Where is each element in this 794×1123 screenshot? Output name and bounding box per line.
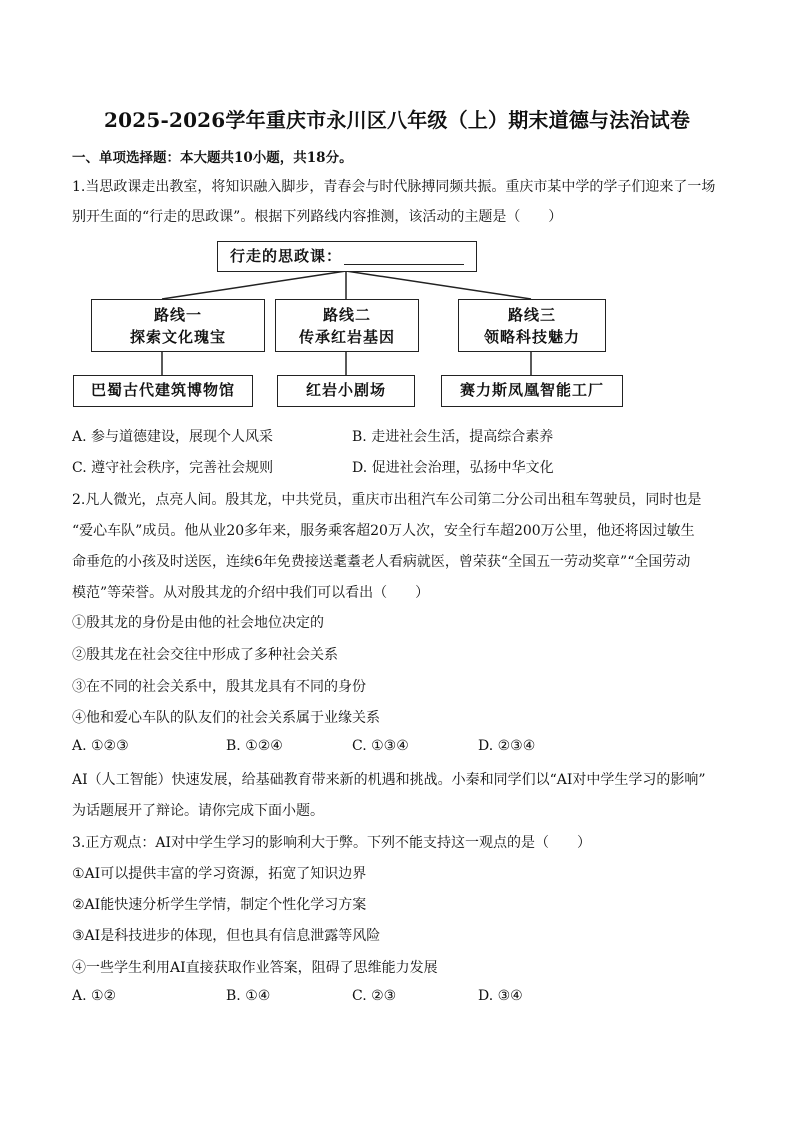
route-2-box	[275, 299, 419, 352]
q2-statement-4: ④他和爱心车队的队友们的社会关系属于业缘关系	[72, 710, 380, 726]
route-1-box	[91, 299, 265, 352]
q3-statement-2: ②AI能快速分析学生学情，制定个性化学习方案	[72, 897, 367, 913]
intro-line2: 为话题展开了辩论。请你完成下面小题。	[72, 803, 324, 819]
q2-option-d: D. ②③④	[478, 738, 536, 754]
q2-stem-line3: 命垂危的小孩及时送医，连续6年免费接送耄耋老人看病就医，曾荣获“全国五一劳动奖章”“全国劳动	[72, 554, 691, 570]
blank-line	[344, 250, 464, 265]
route-3-site: 赛力斯凤凰智能工厂	[441, 375, 623, 407]
q2-stem-line4: 模范”等荣誉。从对殷其龙的介绍中我们可以看出（ ）	[72, 585, 430, 601]
route-2-site: 红岩小剧场	[277, 375, 415, 407]
diagram-connectors	[0, 0, 794, 420]
q3-option-a: A. ①②	[72, 988, 117, 1004]
q1-option-a: A. 参与道德建设，展现个人风采	[72, 429, 274, 445]
diagram-top-label: 行走的思政课：	[230, 247, 343, 265]
diagram-top-box	[217, 241, 477, 272]
q3-option-d: D. ③④	[478, 988, 523, 1004]
q2-option-b: B. ①②④	[226, 738, 283, 754]
intro-line1: AI（人工智能）快速发展，给基础教育带来新的机遇和挑战。小秦和同学们以“AI对中学生学习的影响”	[72, 772, 706, 788]
q2-option-c: C. ①③④	[352, 738, 409, 754]
route-1-theme: 探索文化瑰宝	[129, 328, 226, 346]
q3-option-c: C. ②③	[352, 988, 397, 1004]
q3-statement-4: ④一些学生利用AI直接获取作业答案，阻碍了思维能力发展	[72, 960, 438, 976]
q3-stem: 3.正方观点：AI对中学生学习的影响利大于弊。下列不能支持这一观点的是（ ）	[72, 835, 591, 851]
route-2-theme: 传承红岩基因	[298, 328, 395, 346]
exam-title: 2025-2026学年重庆市永川区八年级（上）期末道德与法治试卷	[103, 108, 691, 132]
route-1-name: 路线一	[153, 306, 202, 324]
route-2-name: 路线二	[322, 306, 371, 324]
q2-option-a: A. ①②③	[72, 738, 129, 754]
q3-statement-1: ①AI可以提供丰富的学习资源，拓宽了知识边界	[72, 866, 367, 882]
q2-statement-2: ②殷其龙在社会交往中形成了多种社会关系	[72, 647, 338, 663]
q3-statement-3: ③AI是科技进步的体现，但也具有信息泄露等风险	[72, 928, 381, 944]
route-1-site: 巴蜀古代建筑博物馆	[73, 375, 253, 407]
route-3-name: 路线三	[507, 306, 556, 324]
q3-option-b: B. ①④	[226, 988, 271, 1004]
q1-stem-line2: 别开生面的“行走的思政课”。根据下列路线内容推测，该活动的主题是（ ）	[72, 209, 563, 225]
route-3-theme: 领略科技魅力	[483, 328, 580, 346]
q1-stem-line1: 1.当思政课走出教室，将知识融入脚步，青春会与时代脉搏同频共振。重庆市某中学的学子们迎来了一场	[72, 179, 716, 195]
q2-statement-3: ③在不同的社会关系中，殷其龙具有不同的身份	[72, 679, 366, 695]
q2-stem-line2: “爱心车队”成员。他从业20多年来，服务乘客超20万人次，安全行车超200万公里，他还将因过敏生	[72, 523, 695, 539]
q1-option-d: D. 促进社会治理，弘扬中华文化	[352, 460, 554, 476]
q1-option-b: B. 走进社会生活，提高综合素养	[352, 429, 554, 445]
section-heading: 一、单项选择题：本大题共10小题，共18分。	[72, 150, 353, 166]
route-3-box	[458, 299, 606, 352]
q1-option-c: C. 遵守社会秩序，完善社会规则	[72, 460, 274, 476]
q2-stem-line1: 2.凡人微光，点亮人间。殷其龙，中共党员，重庆市出租汽车公司第二分公司出租车驾驶员，同时也是	[72, 492, 702, 508]
q2-statement-1: ①殷其龙的身份是由他的社会地位决定的	[72, 615, 324, 631]
